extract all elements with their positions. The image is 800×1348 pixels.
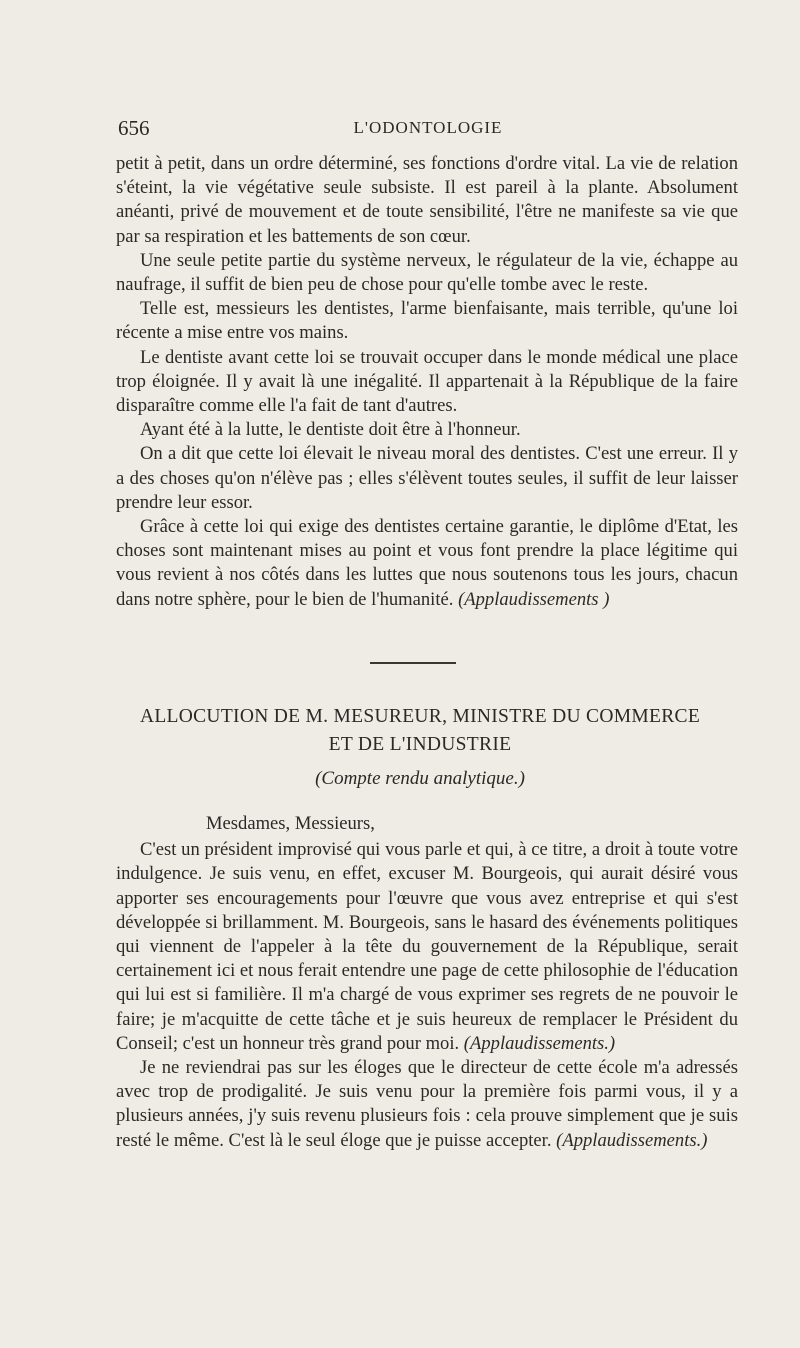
paragraph-text: Je ne reviendrai pas sur les éloges que le directeur de cette école m'a adressés avec trop de prodigalité. Je suis venu pour la première fois parmi vous, il y a plusieurs années, j'y suis revenu plusieurs fois : cela prouve simplement que je suis resté le même. C'est là le seul éloge que je puisse accepter. bbox=[116, 1057, 738, 1151]
running-title: L'ODONTOLOGIE bbox=[353, 118, 503, 137]
section-heading: ALLOCUTION DE M. MESUREUR, MINISTRE DU COMMERCE bbox=[139, 706, 701, 727]
paragraph bbox=[116, 838, 738, 1056]
text-section-1 bbox=[116, 152, 738, 612]
paragraph bbox=[116, 515, 738, 612]
paragraph: On a dit que cette loi élevait le niveau moral des dentistes. C'est une erreur. Il y a des choses qu'on n'élève pas ; elles s'élèvent toutes seules, il suffit de leur laisser prendre leur essor. bbox=[116, 443, 738, 513]
paragraph: Telle est, messieurs les dentistes, l'arme bienfaisante, mais terrible, qu'une loi récente a mise entre vos mains. bbox=[116, 298, 738, 344]
paragraph bbox=[116, 1056, 738, 1153]
applause-note: (Applaudissements ) bbox=[458, 588, 610, 610]
paragraph: petit à petit, dans un ordre déterminé, ses fonctions d'ordre vital. La vie de relation s'éteint, la vie végétative seule subsiste. Il est pareil à la plante. Absolument anéanti, privé de mouvement et de toute sensibilité, l'être ne manifeste sa vie que par sa respiration et les battements de son cœur. bbox=[116, 153, 738, 247]
applause-note: (Applaudissements.) bbox=[556, 1129, 708, 1151]
section-subtitle: (Compte rendu analytique.) bbox=[315, 768, 525, 789]
page-number: 656 bbox=[118, 116, 150, 140]
salutation: Mesdames, Messieurs, bbox=[206, 813, 375, 834]
paragraph: Une seule petite partie du système nerveux, le régulateur de la vie, échappe au naufrage, il suffit de bien peu de chose pour qu'elle tombe avec le reste. bbox=[116, 249, 738, 296]
paragraph: Ayant été à la lutte, le dentiste doit être à l'honneur. bbox=[140, 419, 521, 441]
page-header bbox=[118, 116, 738, 146]
applause-note: (Applaudissements.) bbox=[463, 1032, 616, 1054]
paragraph: Le dentiste avant cette loi se trouvait occuper dans le monde médical une place trop éloignée. Il y avait là une inégalité. Il appartenait à la République de la faire disparaître comme elle l'a fait de tant d'autres. bbox=[116, 346, 738, 417]
section-heading-continued: ET DE L'INDUSTRIE bbox=[328, 734, 512, 755]
section-divider bbox=[370, 662, 456, 664]
paragraph-text: Grâce à cette loi qui exige des dentistes certaine garantie, le diplôme d'Etat, les choses sont maintenant mises au point et vous font prendre la place légitime qui vous revient à nos côtés dans les luttes que nous soutenons tous les jours, chacun dans notre sphère, pour le bien de l'humanité. bbox=[116, 516, 738, 610]
text-section-2 bbox=[116, 812, 738, 1153]
paragraph-text: C'est un président improvisé qui vous parle et qui, à ce titre, a droit à toute votre indulgence. Je suis venu, en effet, excuser M. Bourgeois, qui aurait désiré vous apporter ses encouragements pour l'œuvre que vous avez entreprise et qui s'est développée si brillamment. M. Bourgeois, sans le hasard des événements politiques qui viennent de l'appeler à la tête du gouvernement de la République, serait certainement ici et nous ferait entendre une page de cette philosophie de l'éducation qui lui est si familière. Il m'a chargé de vous exprimer ses regrets de ne pouvoir le faire; je m'acquitte de cette tâche et je suis heureux de remplacer le Président du Conseil; c'est un honneur très grand pour moi. bbox=[116, 839, 738, 1054]
